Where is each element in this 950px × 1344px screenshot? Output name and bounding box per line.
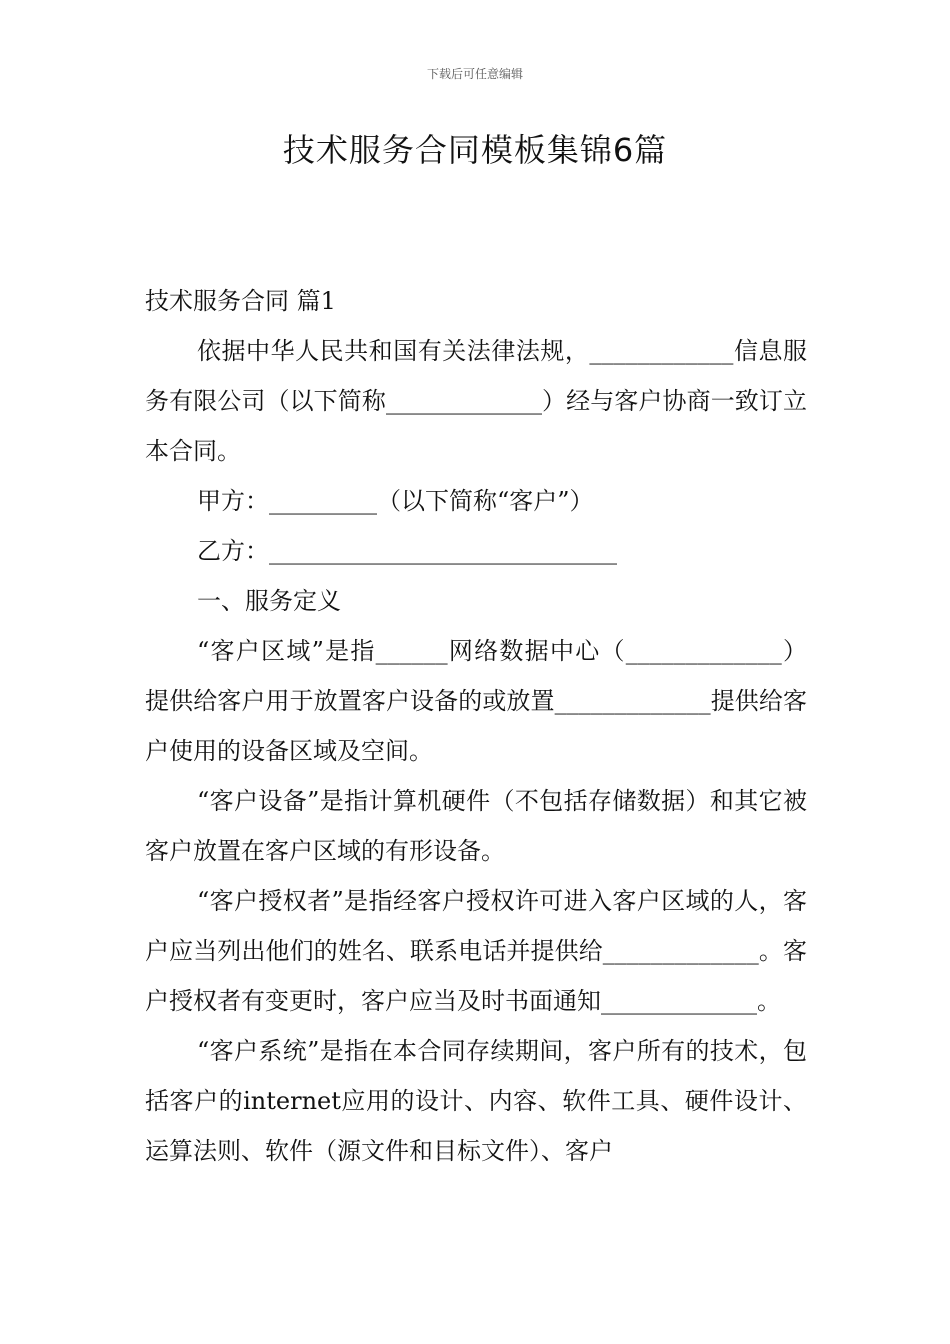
- document-title: 技术服务合同模板集锦6篇: [282, 131, 668, 169]
- definition-customer-authorized-person: “客户授权者”是指经客户授权许可进入客户区域的人，客户应当列出他们的姓名、联系电话并提供给_____________。客户授权者有变更时，客户应当及时书面通知_____________。: [145, 887, 807, 1015]
- section-heading: 技术服务合同 篇1: [145, 287, 336, 315]
- document-body: [145, 276, 807, 1176]
- party-b-line: 乙方：_____________________________: [197, 537, 617, 565]
- paragraph-intro: 依据中华人民共和国有关法律法规，____________信息服务有限公司（以下简称_____________）经与客户协商一致订立本合同。: [145, 337, 807, 465]
- definition-customer-system: “客户系统”是指在本合同存续期间，客户所有的技术，包括客户的internet应用的设计、内容、软件工具、硬件设计、运算法则、软件（源文件和目标文件）、客户: [145, 1037, 807, 1165]
- clause-heading-service-definition: 一、服务定义: [197, 587, 341, 615]
- definition-customer-area: “客户区域”是指______网络数据中心（_____________）提供给客户用于放置客户设备的或放置_____________提供给客户使用的设备区域及空间。: [145, 637, 807, 765]
- party-a-line: 甲方：_________（以下简称“客户”）: [197, 487, 594, 515]
- definition-customer-equipment: “客户设备”是指计算机硬件（不包括存储数据）和其它被客户放置在客户区域的有形设备。: [145, 787, 807, 865]
- header-note: 下载后可任意编辑: [426, 67, 523, 81]
